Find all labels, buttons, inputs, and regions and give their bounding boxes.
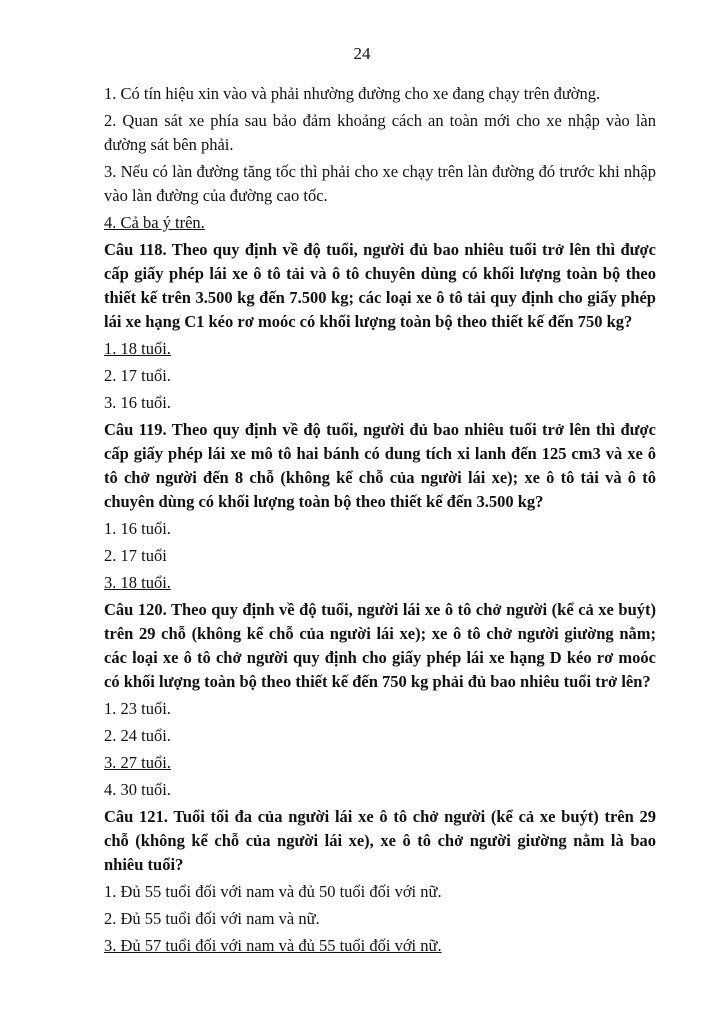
question-text: Câu 121. Tuổi tối đa của người lái xe ô tô chở người (kể cả xe buýt) trên 29 chỗ (không kể chỗ của người lái xe), xe ô tô chở người giường nằm là bao nhiêu tuổi?: [104, 807, 656, 874]
answer-option: 2. 24 tuổi.: [104, 726, 171, 745]
answer-option: 2. 17 tuổi.: [104, 366, 171, 385]
intro-option-list: [104, 82, 656, 235]
answer-option: 2. Đủ 55 tuổi đối với nam và nữ.: [104, 909, 320, 928]
question-text: Câu 118. Theo quy định về độ tuổi, người đủ bao nhiêu tuổi trở lên thì được cấp giấy phép lái xe ô tô tải và ô tô chuyên dùng có khối lượng toàn bộ theo thiết kế trên 3.500 kg đến 7.500 kg; các loại xe ô tô tải quy định cho giấy phép lái xe hạng C1 kéo rơ moóc có khối lượng toàn bộ theo thiết kế đến 750 kg?: [104, 240, 656, 331]
answer-option: 2. 17 tuổi: [104, 546, 167, 565]
answer-option: 3. Nếu có làn đường tăng tốc thì phải cho xe chạy trên làn đường đó trước khi nhập vào làn đường của đường cao tốc.: [104, 162, 656, 205]
document-body: [104, 82, 656, 961]
page-number: 24: [353, 44, 371, 63]
answer-option: 4. 30 tuổi.: [104, 780, 171, 799]
answer-option-correct: 3. Đủ 57 tuổi đối với nam và đủ 55 tuổi đối với nữ.: [104, 936, 442, 955]
question-block-121: [104, 805, 656, 958]
question-text: Câu 120. Theo quy định về độ tuổi, người lái xe ô tô chở người (kể cả xe buýt) trên 29 chỗ (không kể chỗ của người lái xe); xe ô tô chở người giường nằm; các loại xe ô tô chở người quy định cho giấy phép lái xe hạng D kéo rơ moóc có khối lượng toàn bộ theo thiết kế đến 750 kg phải đủ bao nhiêu tuổi trở lên?: [104, 600, 656, 691]
answer-option-correct: 3. 27 tuổi.: [104, 753, 171, 772]
question-block-120: [104, 598, 656, 802]
question-text: Câu 119. Theo quy định về độ tuổi, người đủ bao nhiêu tuổi trở lên thì được cấp giấy phép lái xe mô tô hai bánh có dung tích xi lanh đến 125 cm3 và xe ô tô chở người đến 8 chỗ (không kể chỗ của người lái xe); xe ô tô tải và ô tô chuyên dùng có khối lượng toàn bộ theo thiết kế đến 3.500 kg?: [104, 420, 656, 511]
answer-option: 2. Quan sát xe phía sau bảo đảm khoảng cách an toàn mới cho xe nhập vào làn đường sát bên phải.: [104, 111, 656, 154]
answer-option-correct: 4. Cả ba ý trên.: [104, 213, 205, 232]
answer-option: 3. 16 tuổi.: [104, 393, 171, 412]
question-block-119: [104, 418, 656, 595]
question-block-118: [104, 238, 656, 415]
answer-option: 1. Đủ 55 tuổi đối với nam và đủ 50 tuổi đối với nữ.: [104, 882, 442, 901]
answer-option: 1. Có tín hiệu xin vào và phải nhường đường cho xe đang chạy trên đường.: [104, 84, 601, 103]
answer-option: 1. 16 tuổi.: [104, 519, 171, 538]
answer-option-correct: 3. 18 tuổi.: [104, 573, 171, 592]
answer-option-correct: 1. 18 tuổi.: [104, 339, 171, 358]
answer-option: 1. 23 tuổi.: [104, 699, 171, 718]
